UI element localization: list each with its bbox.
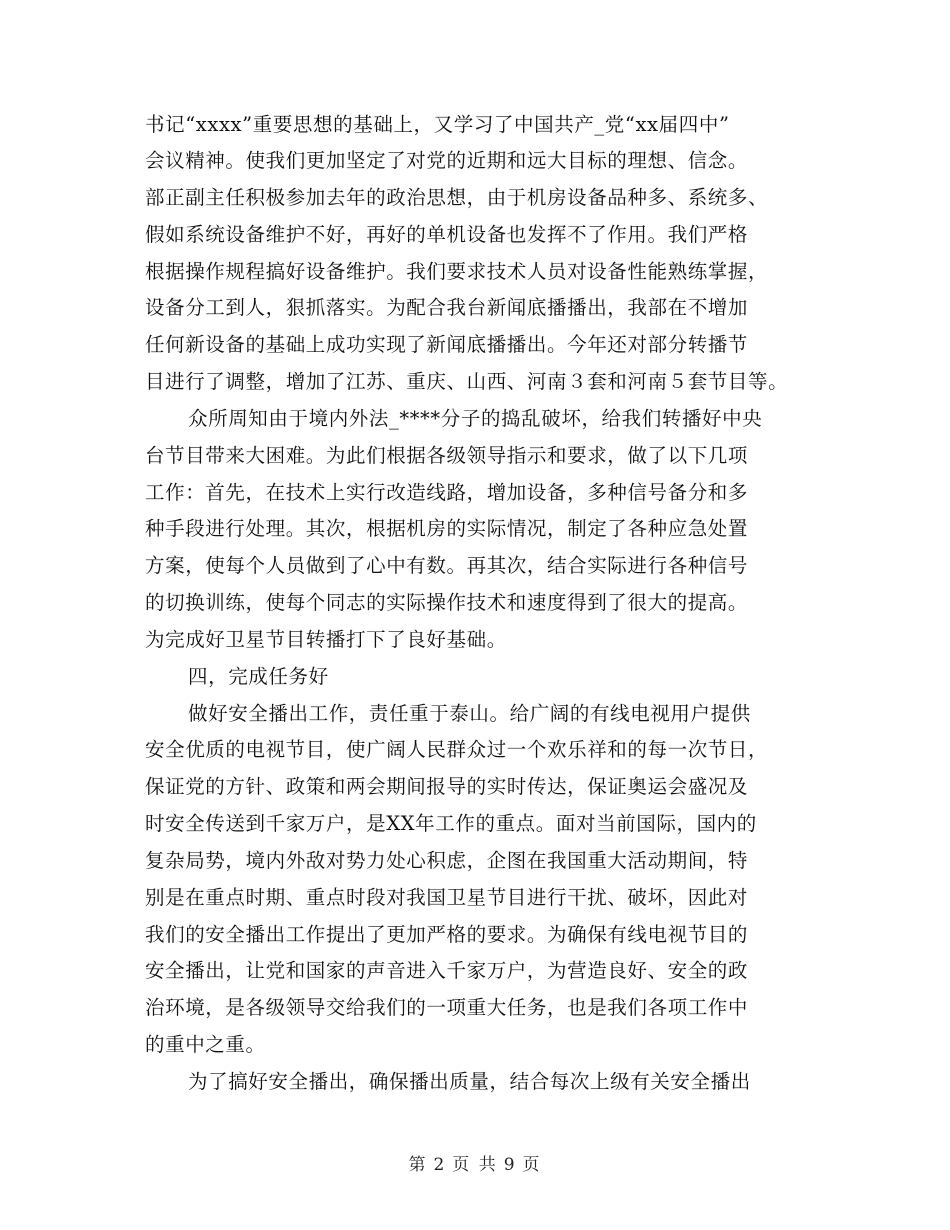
paragraph-first-line: 为了搞好安全播出，确保播出质量，结合每次上级有关安全播出 xyxy=(188,1070,751,1093)
page-label-suffix: 页 xyxy=(522,1155,542,1175)
text-line: 的切换训练，使每个同志的实际操作技术和速度得到了很大的提高。 xyxy=(145,591,749,614)
text-line: 任何新设备的基础上成功实现了新闻底播播出。今年还对部分转播节 xyxy=(145,333,749,356)
text-line: 保证党的方针、政策和两会期间报导的实时传达，保证奥运会盛况及 xyxy=(145,775,749,798)
text-line: 方案，使每个人员做到了心中有数。再其次，结合实际进行各种信号 xyxy=(145,554,749,577)
page-label-prefix: 第 xyxy=(408,1155,428,1175)
text-line: 假如系统设备维护不好，再好的单机设备也发挥不了作用。我们严格 xyxy=(145,223,749,246)
text-line: 治环境，是各级领导交给我们的一项重大任务，也是我们各项工作中 xyxy=(145,996,749,1019)
section-heading: 四，完成任务好 xyxy=(188,665,329,688)
text-line: 部正副主任积极参加去年的政治思想，由于机房设备品种多、系统多、 xyxy=(145,186,769,209)
text-line: 安全优质的电视节目，使广阔人民群众过一个欢乐祥和的每一次节日， xyxy=(145,738,769,761)
text-line: 为完成好卫星节目转播打下了良好基础。 xyxy=(145,628,507,651)
text-line: 别是在重点时期、重点时段对我国卫星节目进行干扰、破坏，因此对 xyxy=(145,886,749,909)
paragraph-first-line: 做好安全播出工作，责任重于泰山。给广阔的有线电视用户提供 xyxy=(188,702,751,725)
text-line: 我们的安全播出工作提出了更加严格的要求。为确保有线电视节目的 xyxy=(145,923,749,946)
text-line: 时安全传送到千家万户，是XX年工作的重点。面对当前国际，国内的 xyxy=(145,812,757,835)
page-label-mid: 页 共 xyxy=(452,1155,498,1175)
text-line: 工作：首先，在技术上实行改造线路，增加设备，多种信号备分和多 xyxy=(145,481,749,504)
text-line: 复杂局势，境内外敌对势力处心积虑，企图在我国重大活动期间，特 xyxy=(145,849,749,872)
page-footer xyxy=(0,1150,950,1175)
text-line: 书记“xxxx”重要思想的基础上，又学习了中国共产_党“xx届四中” xyxy=(145,113,730,136)
text-line: 台节目带来大困难。为此们根据各级领导指示和要求，做了以下几项 xyxy=(145,444,749,467)
paragraph-first-line: 众所周知由于境内外法_****分子的捣乱破坏，给我们转播好中央 xyxy=(188,407,763,430)
text-line: 安全播出，让党和国家的声音进入千家万户，为营造良好、安全的政 xyxy=(145,959,749,982)
text-line: 根据操作规程搞好设备维护。我们要求技术人员对设备性能熟练掌握， xyxy=(145,260,769,283)
text-line: 的重中之重。 xyxy=(145,1033,266,1056)
text-line: 会议精神。使我们更加坚定了对党的近期和远大目标的理想、信念。 xyxy=(145,149,749,172)
total-pages-number: 9 xyxy=(503,1155,517,1175)
current-page-number: 2 xyxy=(433,1155,447,1175)
text-line: 设备分工到人，狠抓落实。为配合我台新闻底播播出，我部在不增加 xyxy=(145,296,749,319)
text-line: 种手段进行处理。其次，根据机房的实际情况，制定了各种应急处置 xyxy=(145,517,749,540)
text-line: 目进行了调整，增加了江苏、重庆、山西、河南３套和河南５套节目等。 xyxy=(145,370,789,393)
